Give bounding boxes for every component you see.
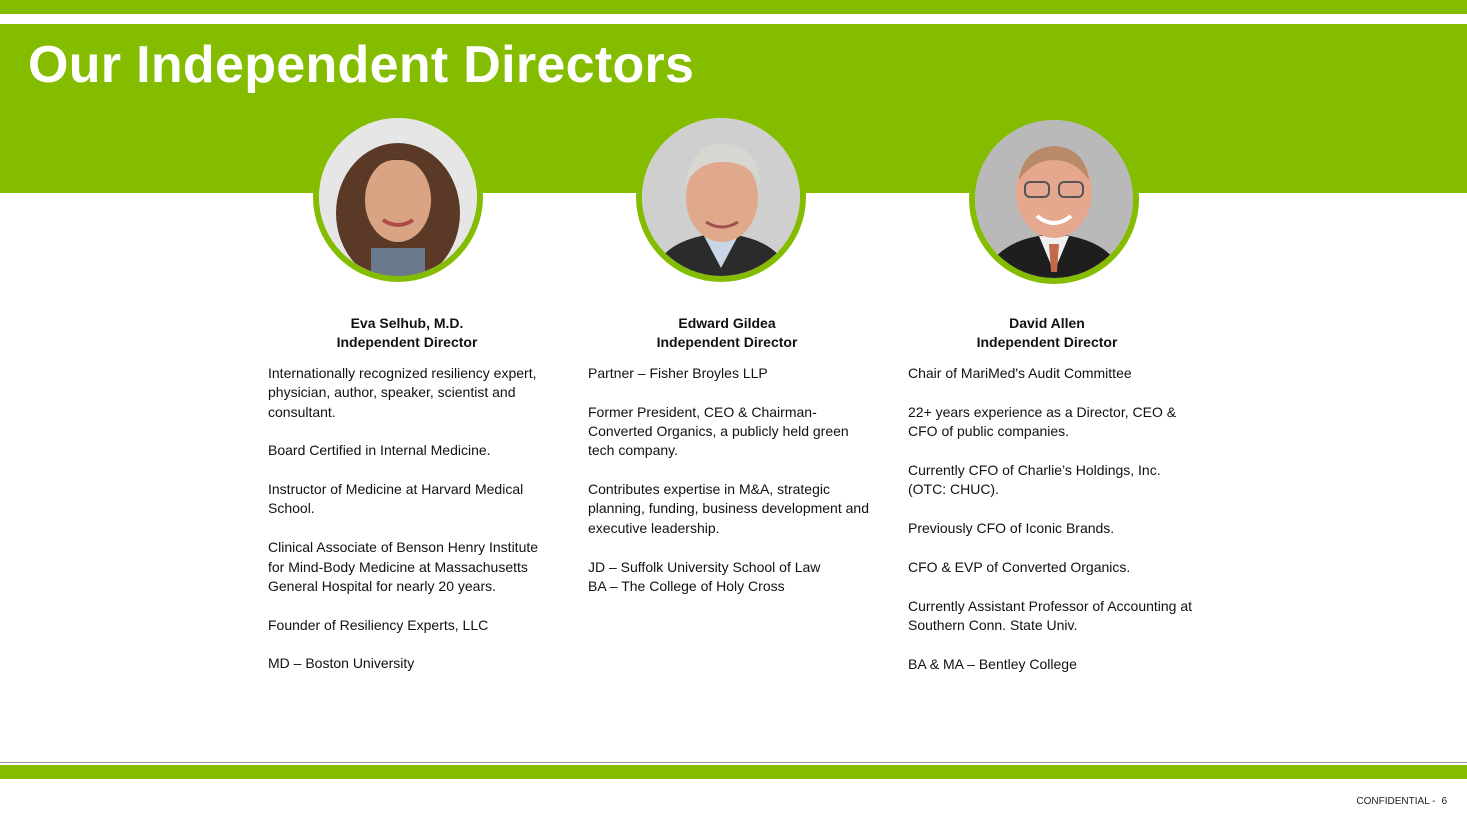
bio-item: Currently Assistant Professor of Accounting at Southern Conn. State Univ. <box>908 597 1193 633</box>
bio-item: Currently CFO of Charlie’s Holdings, Inc. (OTC: CHUC). <box>908 461 1161 498</box>
bio-item: Founder of Resiliency Experts, LLC <box>268 616 489 633</box>
bio-item: BA – The College of Holy Cross <box>588 577 785 594</box>
top-accent-bar <box>0 0 1467 14</box>
director-role: Independent Director <box>976 334 1118 350</box>
page-title: Our Independent Directors <box>28 36 695 94</box>
confidential-label: CONFIDENTIAL - <box>1356 796 1436 807</box>
director-photo-eva-selhub <box>313 112 483 282</box>
bio-item: MD – Boston University <box>268 655 415 672</box>
bio-item: Clinical Associate of Benson Henry Institute for Mind-Body Medicine at Massachusetts General Hospital for nearly 20 years. <box>268 539 539 594</box>
footer-divider <box>0 762 1467 763</box>
bio-item: BA & MA – Bentley College <box>908 655 1077 672</box>
director-name: Eva Selhub, M.D. <box>350 315 464 331</box>
bio-item: 22+ years experience as a Director, CEO & CFO of public companies. <box>908 403 1177 440</box>
director-bio <box>581 364 873 596</box>
bio-item: Previously CFO of Iconic Brands. <box>908 519 1115 536</box>
portrait-image <box>975 120 1133 278</box>
bottom-accent-bar <box>0 765 1467 779</box>
portrait-image <box>319 118 477 276</box>
director-photo-edward-gildea <box>636 112 806 282</box>
page-number: 6 <box>1441 796 1447 807</box>
director-bio <box>901 364 1193 674</box>
bio-item: Partner – Fisher Broyles LLP <box>588 365 768 381</box>
bio-item: Instructor of Medicine at Harvard Medical School. <box>268 481 524 517</box>
director-column-david-allen <box>901 314 1193 693</box>
bio-item: Internationally recognized resiliency expert, physician, author, speaker, scientist and consultant. <box>268 365 537 420</box>
director-column-eva-selhub <box>261 314 553 693</box>
bio-item: Chair of MariMed's Audit Committee <box>908 365 1132 381</box>
director-name: David Allen <box>1009 315 1085 331</box>
bio-item: Board Certified in Internal Medicine. <box>268 442 491 459</box>
director-role: Independent Director <box>336 334 478 350</box>
bio-item: CFO & EVP of Converted Organics. <box>908 558 1131 575</box>
bio-item: Contributes expertise in M&A, strategic planning, funding, business development and executive leadership. <box>588 481 869 536</box>
director-name: Edward Gildea <box>678 315 776 331</box>
footer <box>1350 796 1447 807</box>
bio-item: JD – Suffolk University School of Law <box>588 558 821 575</box>
director-bio <box>261 364 553 674</box>
director-column-edward-gildea <box>581 314 873 616</box>
director-role: Independent Director <box>656 334 798 350</box>
bio-item: Former President, CEO & Chairman- Converted Organics, a publicly held green tech company. <box>588 403 849 459</box>
portrait-image <box>642 118 800 276</box>
director-photo-david-allen <box>969 114 1139 284</box>
